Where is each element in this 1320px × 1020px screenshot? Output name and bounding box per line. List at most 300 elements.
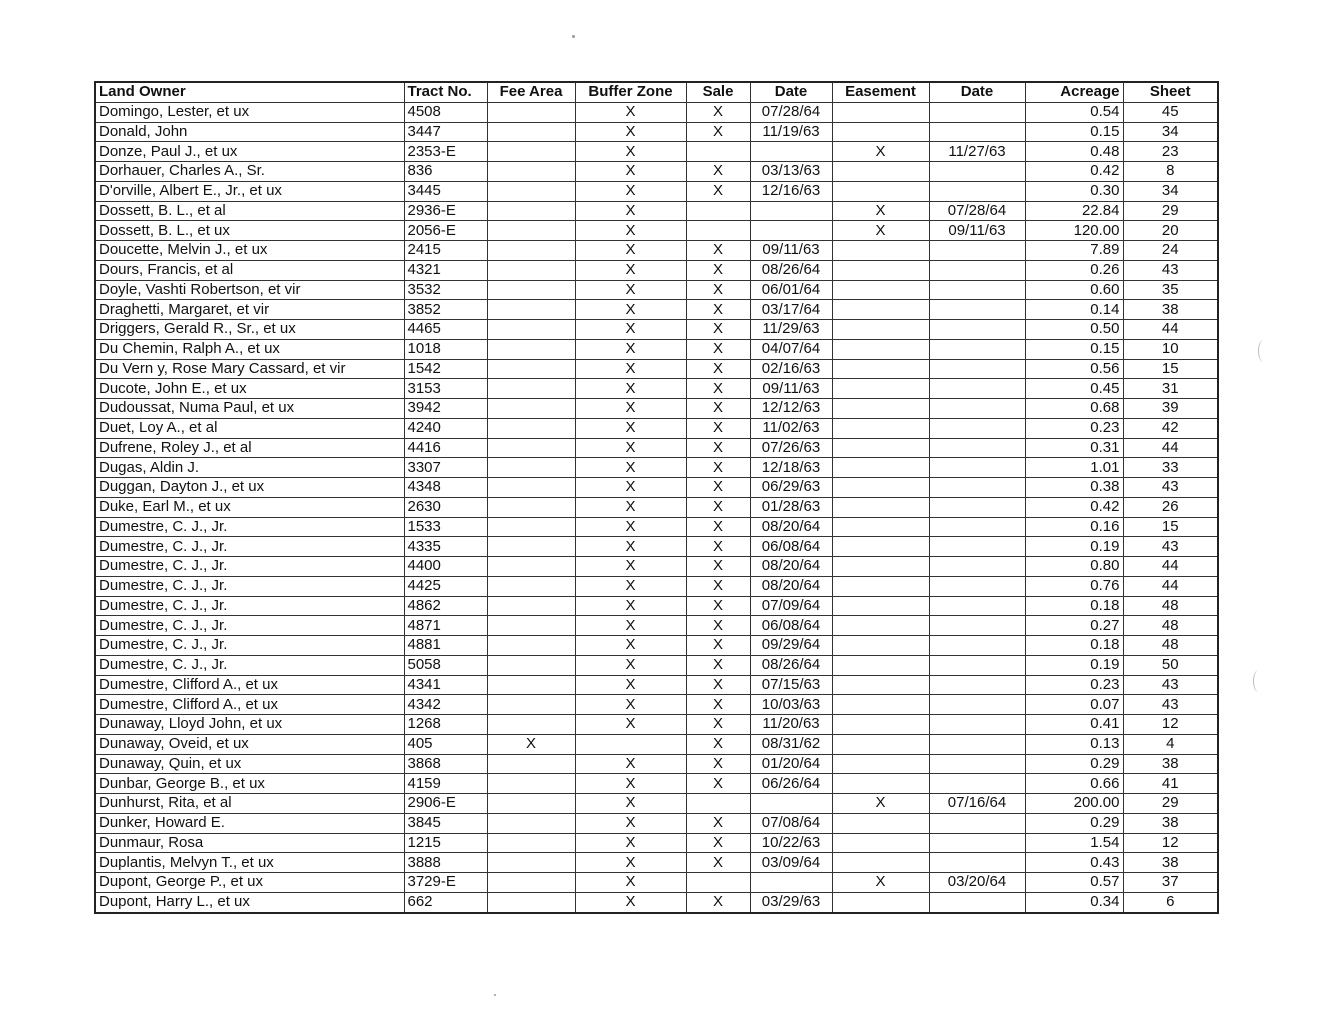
land-owner-cell: Doyle, Vashti Robertson, et vir bbox=[95, 280, 404, 300]
table-row bbox=[95, 596, 1218, 616]
easement-date-cell bbox=[929, 438, 1025, 458]
table-row bbox=[95, 418, 1218, 438]
sale-date-cell: 07/09/64 bbox=[750, 596, 832, 616]
sale-cell: X bbox=[686, 260, 750, 280]
table-row bbox=[95, 438, 1218, 458]
buffer-zone-cell: X bbox=[575, 162, 686, 182]
tract-no-cell: 4862 bbox=[404, 596, 487, 616]
easement-date-cell: 11/27/63 bbox=[929, 142, 1025, 162]
buffer-zone-cell: X bbox=[575, 813, 686, 833]
header-land-owner: Land Owner bbox=[95, 82, 404, 102]
sale-cell bbox=[686, 873, 750, 893]
easement-date-cell bbox=[929, 280, 1025, 300]
easement-cell bbox=[832, 181, 929, 201]
buffer-zone-cell: X bbox=[575, 754, 686, 774]
land-owner-cell: Donald, John bbox=[95, 122, 404, 142]
tract-no-cell: 4240 bbox=[404, 418, 487, 438]
tract-no-cell: 1542 bbox=[404, 359, 487, 379]
table-row bbox=[95, 813, 1218, 833]
acreage-cell: 0.13 bbox=[1025, 734, 1123, 754]
easement-date-cell: 03/20/64 bbox=[929, 873, 1025, 893]
sheet-cell: 43 bbox=[1123, 537, 1218, 557]
table-row bbox=[95, 675, 1218, 695]
sale-date-cell: 11/29/63 bbox=[750, 320, 832, 340]
land-owner-cell: Ducote, John E., et ux bbox=[95, 379, 404, 399]
land-owner-cell: Domingo, Lester, et ux bbox=[95, 102, 404, 122]
buffer-zone-cell: X bbox=[575, 853, 686, 873]
buffer-zone-cell: X bbox=[575, 794, 686, 814]
easement-date-cell bbox=[929, 596, 1025, 616]
easement-cell bbox=[832, 478, 929, 498]
table-row bbox=[95, 853, 1218, 873]
sheet-cell: 41 bbox=[1123, 774, 1218, 794]
sheet-cell: 38 bbox=[1123, 813, 1218, 833]
fee-area-cell bbox=[487, 142, 575, 162]
acreage-cell: 1.01 bbox=[1025, 458, 1123, 478]
buffer-zone-cell: X bbox=[575, 537, 686, 557]
sale-date-cell: 01/28/63 bbox=[750, 497, 832, 517]
buffer-zone-cell: X bbox=[575, 675, 686, 695]
table-row bbox=[95, 339, 1218, 359]
easement-date-cell bbox=[929, 260, 1025, 280]
easement-cell bbox=[832, 162, 929, 182]
land-owner-cell: Dumestre, C. J., Jr. bbox=[95, 596, 404, 616]
easement-cell bbox=[832, 892, 929, 912]
fee-area-cell bbox=[487, 616, 575, 636]
buffer-zone-cell: X bbox=[575, 715, 686, 735]
fee-area-cell bbox=[487, 221, 575, 241]
table-row bbox=[95, 695, 1218, 715]
fee-area-cell bbox=[487, 300, 575, 320]
easement-cell bbox=[832, 695, 929, 715]
land-owner-cell: Dunmaur, Rosa bbox=[95, 833, 404, 853]
sheet-cell: 48 bbox=[1123, 636, 1218, 656]
easement-date-cell bbox=[929, 517, 1025, 537]
sale-cell bbox=[686, 221, 750, 241]
easement-date-cell: 09/11/63 bbox=[929, 221, 1025, 241]
tract-no-cell: 4416 bbox=[404, 438, 487, 458]
easement-cell bbox=[832, 517, 929, 537]
acreage-cell: 0.66 bbox=[1025, 774, 1123, 794]
easement-cell bbox=[832, 260, 929, 280]
sale-cell: X bbox=[686, 320, 750, 340]
easement-cell bbox=[832, 438, 929, 458]
sheet-cell: 33 bbox=[1123, 458, 1218, 478]
table-row bbox=[95, 478, 1218, 498]
land-owner-cell: Dossett, B. L., et ux bbox=[95, 221, 404, 241]
acreage-cell: 200.00 bbox=[1025, 794, 1123, 814]
sale-cell: X bbox=[686, 241, 750, 261]
tract-no-cell: 2936-E bbox=[404, 201, 487, 221]
fee-area-cell bbox=[487, 517, 575, 537]
easement-cell bbox=[832, 853, 929, 873]
easement-cell bbox=[832, 616, 929, 636]
acreage-cell: 0.15 bbox=[1025, 339, 1123, 359]
land-owner-cell: Doucette, Melvin J., et ux bbox=[95, 241, 404, 261]
land-owner-cell: Dorhauer, Charles A., Sr. bbox=[95, 162, 404, 182]
easement-cell bbox=[832, 359, 929, 379]
header-buffer-zone: Buffer Zone bbox=[575, 82, 686, 102]
easement-cell bbox=[832, 122, 929, 142]
sale-cell: X bbox=[686, 280, 750, 300]
table-row bbox=[95, 734, 1218, 754]
sale-date-cell: 09/11/63 bbox=[750, 379, 832, 399]
sale-date-cell: 12/16/63 bbox=[750, 181, 832, 201]
sale-cell: X bbox=[686, 122, 750, 142]
sale-cell: X bbox=[686, 102, 750, 122]
buffer-zone-cell: X bbox=[575, 221, 686, 241]
buffer-zone-cell: X bbox=[575, 260, 686, 280]
table-row bbox=[95, 181, 1218, 201]
table-row bbox=[95, 162, 1218, 182]
acreage-cell: 0.45 bbox=[1025, 379, 1123, 399]
tract-no-cell: 405 bbox=[404, 734, 487, 754]
buffer-zone-cell: X bbox=[575, 517, 686, 537]
easement-cell bbox=[832, 399, 929, 419]
tract-no-cell: 3852 bbox=[404, 300, 487, 320]
fee-area-cell bbox=[487, 399, 575, 419]
easement-date-cell bbox=[929, 695, 1025, 715]
tract-no-cell: 1533 bbox=[404, 517, 487, 537]
sale-date-cell: 08/20/64 bbox=[750, 576, 832, 596]
fee-area-cell bbox=[487, 478, 575, 498]
buffer-zone-cell: X bbox=[575, 655, 686, 675]
easement-date-cell bbox=[929, 715, 1025, 735]
sheet-cell: 38 bbox=[1123, 754, 1218, 774]
sale-date-cell bbox=[750, 221, 832, 241]
land-owner-cell: Dumestre, C. J., Jr. bbox=[95, 517, 404, 537]
buffer-zone-cell: X bbox=[575, 616, 686, 636]
fee-area-cell bbox=[487, 636, 575, 656]
easement-cell: X bbox=[832, 142, 929, 162]
fee-area-cell bbox=[487, 675, 575, 695]
buffer-zone-cell: X bbox=[575, 379, 686, 399]
tract-no-cell: 4335 bbox=[404, 537, 487, 557]
sale-date-cell: 11/19/63 bbox=[750, 122, 832, 142]
sheet-cell: 23 bbox=[1123, 142, 1218, 162]
header-tract-no: Tract No. bbox=[404, 82, 487, 102]
buffer-zone-cell: X bbox=[575, 596, 686, 616]
land-owner-cell: D'orville, Albert E., Jr., et ux bbox=[95, 181, 404, 201]
table-row bbox=[95, 399, 1218, 419]
table-row bbox=[95, 636, 1218, 656]
sale-cell: X bbox=[686, 833, 750, 853]
land-owner-cell: Dours, Francis, et al bbox=[95, 260, 404, 280]
punch-hole-mark bbox=[1253, 670, 1264, 692]
sheet-cell: 44 bbox=[1123, 576, 1218, 596]
sale-cell: X bbox=[686, 813, 750, 833]
fee-area-cell bbox=[487, 181, 575, 201]
sale-cell: X bbox=[686, 675, 750, 695]
acreage-cell: 0.29 bbox=[1025, 813, 1123, 833]
land-owner-cell: Dufrene, Roley J., et al bbox=[95, 438, 404, 458]
easement-cell bbox=[832, 418, 929, 438]
table-row bbox=[95, 517, 1218, 537]
fee-area-cell bbox=[487, 438, 575, 458]
easement-date-cell bbox=[929, 399, 1025, 419]
sale-date-cell: 08/31/62 bbox=[750, 734, 832, 754]
fee-area-cell bbox=[487, 774, 575, 794]
buffer-zone-cell: X bbox=[575, 873, 686, 893]
sale-date-cell: 06/26/64 bbox=[750, 774, 832, 794]
table-row bbox=[95, 221, 1218, 241]
tract-no-cell: 3942 bbox=[404, 399, 487, 419]
tract-no-cell: 836 bbox=[404, 162, 487, 182]
land-owner-cell: Dumestre, C. J., Jr. bbox=[95, 537, 404, 557]
buffer-zone-cell: X bbox=[575, 201, 686, 221]
acreage-cell: 0.30 bbox=[1025, 181, 1123, 201]
sale-cell: X bbox=[686, 695, 750, 715]
easement-date-cell bbox=[929, 616, 1025, 636]
header-easement-date: Date bbox=[929, 82, 1025, 102]
fee-area-cell bbox=[487, 280, 575, 300]
easement-date-cell bbox=[929, 636, 1025, 656]
fee-area-cell bbox=[487, 833, 575, 853]
sheet-cell: 43 bbox=[1123, 675, 1218, 695]
sale-cell bbox=[686, 794, 750, 814]
easement-date-cell bbox=[929, 557, 1025, 577]
header-row bbox=[95, 82, 1218, 102]
easement-cell bbox=[832, 241, 929, 261]
table-row bbox=[95, 794, 1218, 814]
land-owner-cell: Dumestre, C. J., Jr. bbox=[95, 616, 404, 636]
buffer-zone-cell: X bbox=[575, 438, 686, 458]
sale-date-cell: 02/16/63 bbox=[750, 359, 832, 379]
easement-date-cell bbox=[929, 655, 1025, 675]
sale-cell: X bbox=[686, 557, 750, 577]
table-row bbox=[95, 320, 1218, 340]
easement-date-cell bbox=[929, 853, 1025, 873]
easement-date-cell bbox=[929, 241, 1025, 261]
acreage-cell: 0.27 bbox=[1025, 616, 1123, 636]
land-owner-cell: Dugas, Aldin J. bbox=[95, 458, 404, 478]
land-owner-cell: Dunaway, Oveid, et ux bbox=[95, 734, 404, 754]
acreage-cell: 0.42 bbox=[1025, 162, 1123, 182]
fee-area-cell bbox=[487, 873, 575, 893]
acreage-cell: 0.50 bbox=[1025, 320, 1123, 340]
acreage-cell: 0.80 bbox=[1025, 557, 1123, 577]
land-owner-cell: Dunaway, Lloyd John, et ux bbox=[95, 715, 404, 735]
sheet-cell: 29 bbox=[1123, 201, 1218, 221]
acreage-cell: 0.68 bbox=[1025, 399, 1123, 419]
acreage-cell: 0.29 bbox=[1025, 754, 1123, 774]
easement-date-cell: 07/16/64 bbox=[929, 794, 1025, 814]
table-row bbox=[95, 497, 1218, 517]
table-row bbox=[95, 379, 1218, 399]
sale-date-cell: 09/11/63 bbox=[750, 241, 832, 261]
easement-cell bbox=[832, 280, 929, 300]
sheet-cell: 42 bbox=[1123, 418, 1218, 438]
easement-date-cell bbox=[929, 478, 1025, 498]
table-row bbox=[95, 655, 1218, 675]
acreage-cell: 0.41 bbox=[1025, 715, 1123, 735]
fee-area-cell bbox=[487, 102, 575, 122]
acreage-cell: 0.42 bbox=[1025, 497, 1123, 517]
buffer-zone-cell: X bbox=[575, 359, 686, 379]
punch-hole-mark bbox=[1258, 340, 1269, 362]
buffer-zone-cell: X bbox=[575, 418, 686, 438]
tract-no-cell: 3868 bbox=[404, 754, 487, 774]
easement-date-cell bbox=[929, 359, 1025, 379]
sheet-cell: 29 bbox=[1123, 794, 1218, 814]
easement-cell bbox=[832, 497, 929, 517]
acreage-cell: 0.60 bbox=[1025, 280, 1123, 300]
sale-date-cell: 07/26/63 bbox=[750, 438, 832, 458]
fee-area-cell bbox=[487, 241, 575, 261]
tract-no-cell: 4341 bbox=[404, 675, 487, 695]
easement-cell bbox=[832, 458, 929, 478]
tract-no-cell: 4508 bbox=[404, 102, 487, 122]
tract-no-cell: 1268 bbox=[404, 715, 487, 735]
sale-cell: X bbox=[686, 458, 750, 478]
sale-date-cell: 10/22/63 bbox=[750, 833, 832, 853]
land-owner-cell: Draghetti, Margaret, et vir bbox=[95, 300, 404, 320]
acreage-cell: 0.26 bbox=[1025, 260, 1123, 280]
buffer-zone-cell: X bbox=[575, 122, 686, 142]
easement-date-cell bbox=[929, 102, 1025, 122]
acreage-cell: 1.54 bbox=[1025, 833, 1123, 853]
land-owner-cell: Duggan, Dayton J., et ux bbox=[95, 478, 404, 498]
sale-date-cell: 11/20/63 bbox=[750, 715, 832, 735]
sale-cell: X bbox=[686, 754, 750, 774]
sale-date-cell: 06/29/63 bbox=[750, 478, 832, 498]
fee-area-cell bbox=[487, 557, 575, 577]
table-row bbox=[95, 201, 1218, 221]
acreage-cell: 0.57 bbox=[1025, 873, 1123, 893]
easement-date-cell bbox=[929, 458, 1025, 478]
land-owner-cell: Duplantis, Melvyn T., et ux bbox=[95, 853, 404, 873]
buffer-zone-cell: X bbox=[575, 636, 686, 656]
acreage-cell: 0.15 bbox=[1025, 122, 1123, 142]
table-row bbox=[95, 833, 1218, 853]
fee-area-cell bbox=[487, 813, 575, 833]
buffer-zone-cell: X bbox=[575, 695, 686, 715]
tract-no-cell: 4425 bbox=[404, 576, 487, 596]
fee-area-cell bbox=[487, 458, 575, 478]
sheet-cell: 45 bbox=[1123, 102, 1218, 122]
fee-area-cell bbox=[487, 122, 575, 142]
easement-cell bbox=[832, 576, 929, 596]
sale-cell: X bbox=[686, 537, 750, 557]
land-owner-cell: Dumestre, C. J., Jr. bbox=[95, 636, 404, 656]
sale-cell: X bbox=[686, 636, 750, 656]
fee-area-cell bbox=[487, 260, 575, 280]
tract-no-cell: 3445 bbox=[404, 181, 487, 201]
table-row bbox=[95, 616, 1218, 636]
scan-speck bbox=[572, 35, 575, 38]
buffer-zone-cell: X bbox=[575, 478, 686, 498]
sale-cell: X bbox=[686, 478, 750, 498]
fee-area-cell bbox=[487, 418, 575, 438]
buffer-zone-cell: X bbox=[575, 774, 686, 794]
sheet-cell: 24 bbox=[1123, 241, 1218, 261]
easement-cell bbox=[832, 320, 929, 340]
buffer-zone-cell: X bbox=[575, 300, 686, 320]
header-acreage: Acreage bbox=[1025, 82, 1123, 102]
fee-area-cell bbox=[487, 655, 575, 675]
acreage-cell: 0.23 bbox=[1025, 675, 1123, 695]
sale-date-cell bbox=[750, 873, 832, 893]
table-row bbox=[95, 102, 1218, 122]
sale-date-cell: 03/29/63 bbox=[750, 892, 832, 912]
easement-date-cell bbox=[929, 813, 1025, 833]
sale-cell: X bbox=[686, 596, 750, 616]
header-fee-area: Fee Area bbox=[487, 82, 575, 102]
buffer-zone-cell: X bbox=[575, 497, 686, 517]
table-row bbox=[95, 260, 1218, 280]
buffer-zone-cell: X bbox=[575, 102, 686, 122]
easement-date-cell bbox=[929, 339, 1025, 359]
sheet-cell: 48 bbox=[1123, 616, 1218, 636]
buffer-zone-cell: X bbox=[575, 557, 686, 577]
easement-date-cell bbox=[929, 162, 1025, 182]
table-row bbox=[95, 280, 1218, 300]
sheet-cell: 12 bbox=[1123, 715, 1218, 735]
sale-date-cell: 04/07/64 bbox=[750, 339, 832, 359]
easement-date-cell bbox=[929, 379, 1025, 399]
sale-cell: X bbox=[686, 181, 750, 201]
sheet-cell: 10 bbox=[1123, 339, 1218, 359]
buffer-zone-cell: X bbox=[575, 339, 686, 359]
sheet-cell: 35 bbox=[1123, 280, 1218, 300]
table-row bbox=[95, 142, 1218, 162]
tract-no-cell: 4871 bbox=[404, 616, 487, 636]
acreage-cell: 0.19 bbox=[1025, 537, 1123, 557]
tract-no-cell: 2353-E bbox=[404, 142, 487, 162]
easement-cell bbox=[832, 300, 929, 320]
sale-date-cell: 01/20/64 bbox=[750, 754, 832, 774]
easement-cell bbox=[832, 379, 929, 399]
buffer-zone-cell: X bbox=[575, 399, 686, 419]
fee-area-cell bbox=[487, 715, 575, 735]
land-owner-cell: Duke, Earl M., et ux bbox=[95, 497, 404, 517]
acreage-cell: 22.84 bbox=[1025, 201, 1123, 221]
acreage-cell: 0.34 bbox=[1025, 892, 1123, 912]
fee-area-cell bbox=[487, 754, 575, 774]
table-row bbox=[95, 458, 1218, 478]
sale-cell: X bbox=[686, 339, 750, 359]
acreage-cell: 0.56 bbox=[1025, 359, 1123, 379]
easement-date-cell bbox=[929, 675, 1025, 695]
easement-date-cell bbox=[929, 892, 1025, 912]
sheet-cell: 50 bbox=[1123, 655, 1218, 675]
fee-area-cell bbox=[487, 853, 575, 873]
easement-cell bbox=[832, 537, 929, 557]
easement-cell bbox=[832, 102, 929, 122]
sheet-cell: 43 bbox=[1123, 695, 1218, 715]
easement-cell bbox=[832, 675, 929, 695]
tract-no-cell: 3532 bbox=[404, 280, 487, 300]
sale-date-cell: 06/08/64 bbox=[750, 616, 832, 636]
acreage-cell: 0.76 bbox=[1025, 576, 1123, 596]
easement-date-cell bbox=[929, 418, 1025, 438]
sheet-cell: 44 bbox=[1123, 438, 1218, 458]
sale-date-cell bbox=[750, 794, 832, 814]
sale-cell: X bbox=[686, 162, 750, 182]
fee-area-cell bbox=[487, 794, 575, 814]
sheet-cell: 15 bbox=[1123, 359, 1218, 379]
header-sale-date: Date bbox=[750, 82, 832, 102]
sale-date-cell: 12/18/63 bbox=[750, 458, 832, 478]
sale-date-cell: 08/26/64 bbox=[750, 655, 832, 675]
tract-no-cell: 4881 bbox=[404, 636, 487, 656]
easement-cell bbox=[832, 557, 929, 577]
sheet-cell: 15 bbox=[1123, 517, 1218, 537]
easement-cell bbox=[832, 813, 929, 833]
table-row bbox=[95, 892, 1218, 912]
easement-date-cell bbox=[929, 754, 1025, 774]
table-row bbox=[95, 576, 1218, 596]
